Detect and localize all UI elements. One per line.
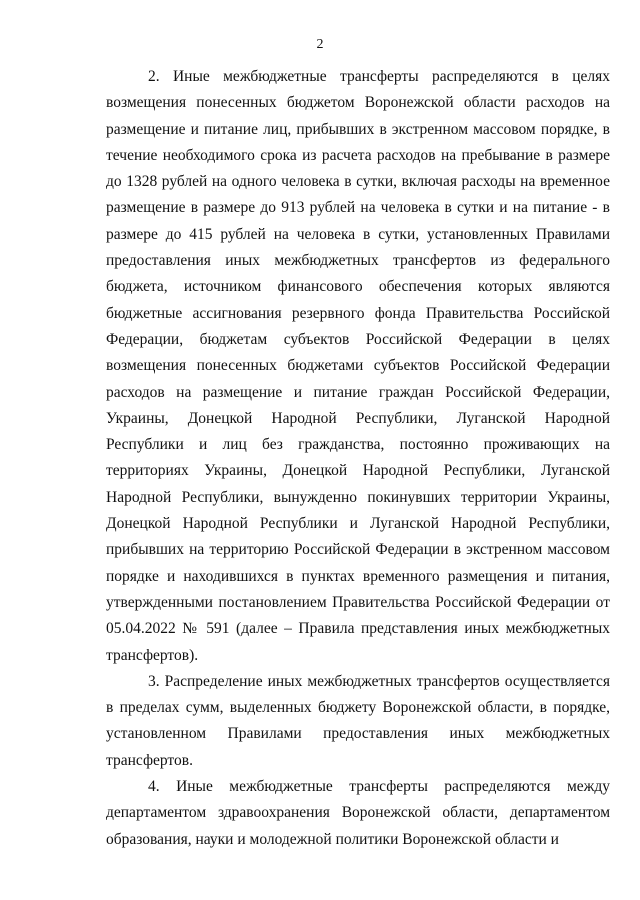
paragraph-2: 2. Иные межбюджетные трансферты распределяются в целях возмещения понесенных бюджетом Воронежской области расходов на размещение и питание лиц, прибывших в экстренном массовом порядке, в течение необходимого срока из расчета расходов на пребывание в размере до 1328 рублей на одного человека в сутки, включая расходы на временное размещение в размере до 913 рублей на человека в сутки и на питание - в размере до 415 рублей на человека в сутки, установленных Правилами предоставления иных межбюджетных трансфертов из федерального бюджета, источником финансового обеспечения которых являются бюджетные ассигнования резервного фонда Правительства Российской Федерации, бюджетам субъектов Российской Федерации в целях возмещения понесенных бюджетами субъектов Российской Федерации расходов на размещение и питание граждан Российской Федерации, Украины, Донецкой Народной Республики, Луганской Народной Республики и лиц без гражданства, постоянно проживающих на территориях Украины, Донецкой Народной Республики, Луганской Народной Республики, вынужденно покинувших территории Украины, Донецкой Народной Республики и Луганской Народной Республики, прибывших на территорию Российской Федерации в экстренном массовом порядке и находившихся в пунктах временного размещения и питания, утвержденными постановлением Правительства Российской Федерации от 05.04.2022 № 591 (далее – Правила представления иных межбюджетных трансфертов). [106, 68, 610, 664]
page-number: 2 [316, 37, 324, 52]
document-body [106, 64, 610, 853]
paragraph-3: 3. Распределение иных межбюджетных трансфертов осуществляется в пределах сумм, выделенных бюджету Воронежской области, в порядке, установленном Правилами предоставления иных межбюджетных трансфертов. [106, 672, 610, 769]
paragraph-4: 4. Иные межбюджетные трансферты распределяются между департаментом здравоохранения Воронежской области, департаментом образования, науки и молодежной политики Воронежской области и [106, 778, 610, 848]
